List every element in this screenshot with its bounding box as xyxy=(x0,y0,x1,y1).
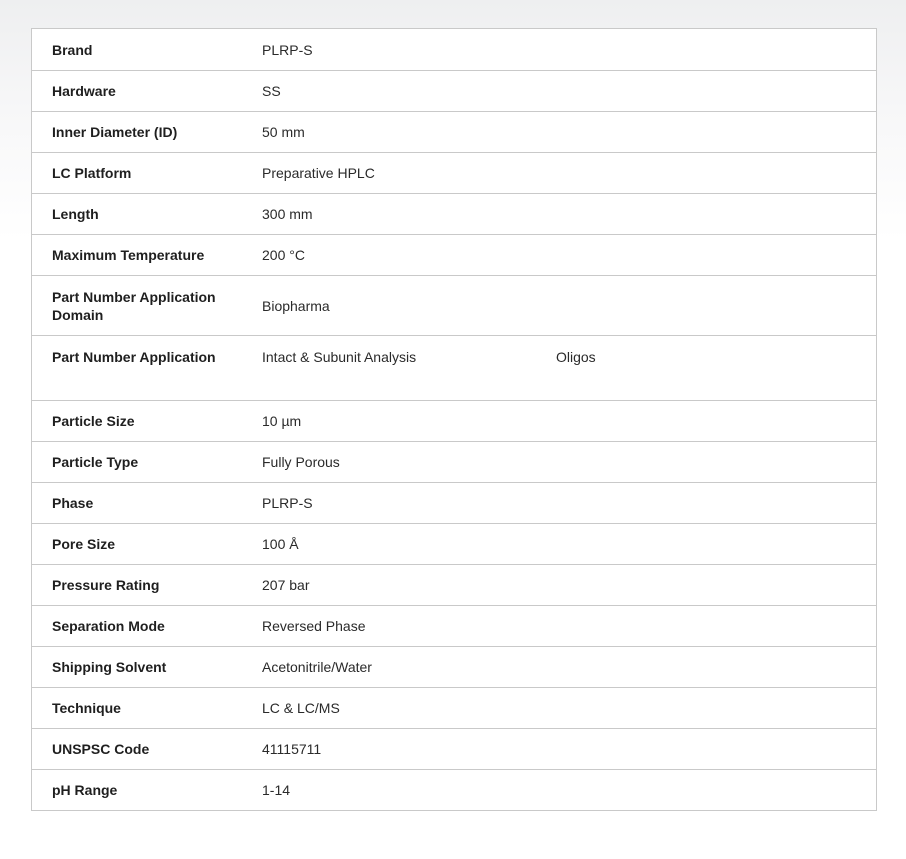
spec-row-lc-platform xyxy=(32,152,876,193)
spec-row-technique xyxy=(32,687,876,728)
spec-row-unspsc-code xyxy=(32,728,876,769)
spec-row-particle-type xyxy=(32,441,876,482)
spec-row-hardware xyxy=(32,70,876,111)
spec-row-inner-diameter xyxy=(32,111,876,152)
spec-value: Intact & Subunit Analysis xyxy=(262,349,417,365)
spec-row-ph-range xyxy=(32,769,876,810)
spec-label: Brand xyxy=(52,41,93,58)
spec-value: Acetonitrile/Water xyxy=(262,659,372,675)
spec-label: Hardware xyxy=(52,83,116,99)
spec-value: 10 µm xyxy=(262,413,302,429)
spec-label: Technique xyxy=(52,700,121,716)
spec-row-application-domain xyxy=(32,275,876,335)
spec-row-pressure-rating xyxy=(32,564,876,605)
spec-value: 41115711 xyxy=(262,741,322,757)
spec-row-application xyxy=(32,335,876,400)
spec-row-length xyxy=(32,193,876,234)
spec-row-separation-mode xyxy=(32,605,876,646)
spec-value: 300 mm xyxy=(262,206,313,222)
spec-label: UNSPSC Code xyxy=(52,741,150,757)
spec-value: 1-14 xyxy=(262,782,291,798)
spec-value: 207 bar xyxy=(262,577,310,593)
spec-label: LC Platform xyxy=(52,165,132,181)
spec-label: Particle Type xyxy=(52,454,139,470)
spec-value: 100 Å xyxy=(262,536,299,552)
spec-row-brand xyxy=(32,29,876,70)
spec-value: Fully Porous xyxy=(262,454,340,470)
spec-label: Separation Mode xyxy=(52,618,165,634)
spec-value: Biopharma xyxy=(262,297,330,314)
spec-row-shipping-solvent xyxy=(32,646,876,687)
spec-label: Length xyxy=(52,206,99,222)
spec-row-phase xyxy=(32,482,876,523)
spec-value: PLRP-S xyxy=(262,41,313,58)
spec-label: Part Number Application xyxy=(52,349,216,365)
spec-label: Particle Size xyxy=(52,413,135,429)
spec-label: Inner Diameter (ID) xyxy=(52,124,178,140)
spec-label: pH Range xyxy=(52,782,118,798)
spec-label: Pore Size xyxy=(52,536,116,552)
spec-row-max-temperature xyxy=(32,234,876,275)
spec-value-secondary: Oligos xyxy=(556,349,596,365)
spec-label: Phase xyxy=(52,495,94,511)
spec-value: LC & LC/MS xyxy=(262,700,340,716)
spec-value: Preparative HPLC xyxy=(262,165,375,181)
spec-value: PLRP-S xyxy=(262,495,313,511)
spec-label: Shipping Solvent xyxy=(52,659,167,675)
spec-row-particle-size xyxy=(32,400,876,441)
specifications-table xyxy=(31,28,877,811)
spec-row-pore-size xyxy=(32,523,876,564)
spec-label: Maximum Temperature xyxy=(52,247,205,263)
spec-value: 50 mm xyxy=(262,124,305,140)
spec-label: Part Number Application Domain xyxy=(52,288,216,323)
spec-value: Reversed Phase xyxy=(262,618,366,634)
spec-value: SS xyxy=(262,83,281,99)
spec-value: 200 °C xyxy=(262,247,305,263)
spec-label: Pressure Rating xyxy=(52,577,160,593)
